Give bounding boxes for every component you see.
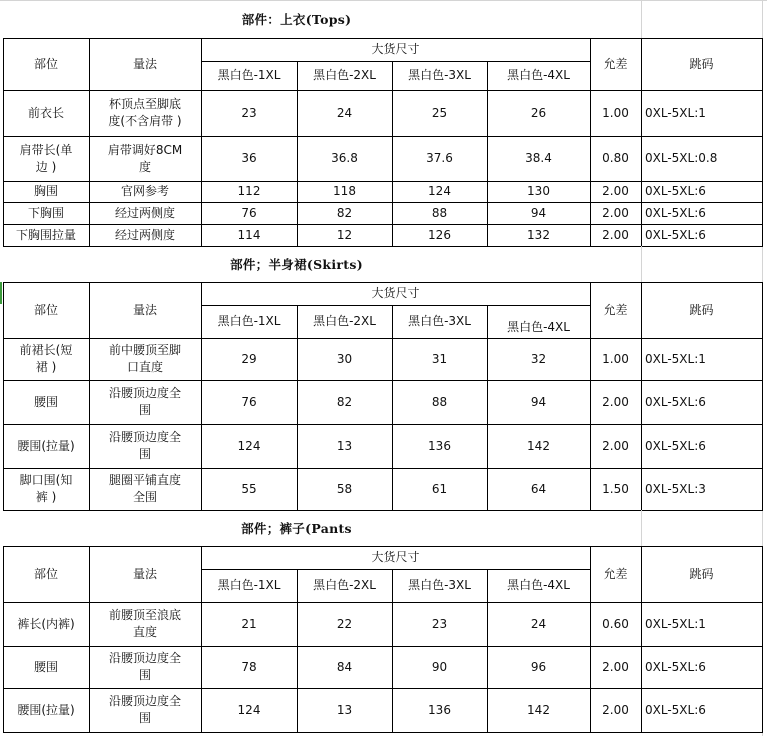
header-size-group: 大货尺寸 xyxy=(371,42,420,56)
header-grade: 跳码 xyxy=(689,56,714,71)
row-method: 官网参考 xyxy=(120,184,169,198)
row-value: 24 xyxy=(530,616,547,631)
row-value: 58 xyxy=(336,481,353,496)
row-value: 38.4 xyxy=(525,151,552,165)
row-selection-marker xyxy=(0,282,2,304)
row-method: 前腰顶至浪底 直度 xyxy=(108,608,181,639)
header-method: 量法 xyxy=(132,566,157,581)
header-method: 量法 xyxy=(132,302,157,317)
row-value: 126 xyxy=(428,227,451,242)
section-title: 部件；裤子(Pants xyxy=(241,520,352,536)
header-method: 量法 xyxy=(132,56,157,71)
row-part: 脚口围(知 裤 ) xyxy=(19,473,73,504)
row-value: 25 xyxy=(431,105,448,120)
row-value: 88 xyxy=(431,394,448,409)
header-tolerance: 允差 xyxy=(603,302,628,317)
row-value: 31 xyxy=(431,351,448,366)
row-grade: 0XL-5XL:0.8 xyxy=(645,151,718,165)
row-value: 124 xyxy=(237,438,261,453)
header-size: 黑白色-3XL xyxy=(408,314,471,328)
table-border xyxy=(3,732,763,733)
header-size: 黑白色-4XL xyxy=(507,320,570,334)
row-method: 杯顶点至脚底 度(不含肩带 ) xyxy=(108,97,182,128)
gridline xyxy=(641,246,642,282)
header-size-group: 大货尺寸 xyxy=(371,286,420,300)
row-value: 114 xyxy=(237,227,261,242)
row-tolerance: 2.00 xyxy=(602,227,629,242)
row-value: 23 xyxy=(241,105,257,120)
header-part: 部位 xyxy=(33,56,58,71)
row-method: 沿腰顶边度全 围 xyxy=(108,386,181,417)
row-grade: 0XL-5XL:6 xyxy=(645,184,706,198)
header-size: 黑白色-3XL xyxy=(408,68,471,82)
row-tolerance: 2.00 xyxy=(602,438,629,453)
row-method: 沿腰顶边度全 围 xyxy=(108,694,181,725)
row-value: 76 xyxy=(241,205,257,220)
row-value: 112 xyxy=(237,184,261,198)
row-value: 82 xyxy=(336,394,353,409)
header-size: 黑白色-2XL xyxy=(313,314,376,328)
row-grade: 0XL-5XL:6 xyxy=(645,205,706,220)
row-grade: 0XL-5XL:6 xyxy=(645,659,706,674)
row-part: 前衣长 xyxy=(27,105,64,120)
row-value: 55 xyxy=(241,481,257,496)
row-grade: 0XL-5XL:1 xyxy=(645,351,706,366)
row-part: 肩带长(单 边 ) xyxy=(19,142,73,174)
row-tolerance: 1.00 xyxy=(602,105,629,120)
row-part: 裤长(内裤) xyxy=(17,616,75,631)
row-part: 胸围 xyxy=(33,184,58,198)
header-size: 黑白色-2XL xyxy=(313,68,376,82)
row-grade: 0XL-5XL:6 xyxy=(645,702,706,717)
row-value: 130 xyxy=(527,184,550,198)
row-value: 84 xyxy=(336,659,353,674)
row-grade: 0XL-5XL:6 xyxy=(645,227,706,242)
row-value: 23 xyxy=(431,616,448,631)
row-grade: 0XL-5XL:6 xyxy=(645,438,706,453)
row-value: 124 xyxy=(237,702,261,717)
row-value: 13 xyxy=(336,702,353,717)
header-size: 黑白色-2XL xyxy=(313,578,376,592)
header-size: 黑白色-4XL xyxy=(507,68,570,82)
row-part: 腰围(拉量) xyxy=(17,702,75,717)
row-method: 经过两侧度 xyxy=(114,227,175,242)
row-value: 36 xyxy=(241,151,257,165)
header-size: 黑白色-1XL xyxy=(217,314,281,328)
section-title: 部件；半身裙(Skirts) xyxy=(230,256,363,272)
row-tolerance: 2.00 xyxy=(602,184,629,198)
row-method: 前中腰顶至脚 口直度 xyxy=(108,343,181,374)
row-value: 32 xyxy=(530,351,547,366)
row-value: 22 xyxy=(336,616,353,631)
row-value: 78 xyxy=(241,659,257,674)
row-value: 26 xyxy=(530,105,547,120)
header-grade: 跳码 xyxy=(689,302,714,317)
table-border xyxy=(762,38,763,247)
row-value: 136 xyxy=(428,438,451,453)
row-method: 沿腰顶边度全 围 xyxy=(108,430,181,461)
gridline xyxy=(641,510,642,546)
row-grade: 0XL-5XL:1 xyxy=(645,105,706,120)
row-part: 腰围 xyxy=(33,394,58,409)
header-tolerance: 允差 xyxy=(603,566,628,581)
header-part: 部位 xyxy=(33,566,58,581)
row-value: 82 xyxy=(336,205,353,220)
row-value: 142 xyxy=(527,702,550,717)
row-value: 90 xyxy=(431,659,448,674)
row-grade: 0XL-5XL:6 xyxy=(645,394,706,409)
row-part: 腰围(拉量) xyxy=(17,438,75,453)
row-value: 29 xyxy=(241,351,257,366)
row-value: 36.8 xyxy=(331,151,358,165)
header-size: 黑白色-1XL xyxy=(217,68,281,82)
row-tolerance: 0.80 xyxy=(602,151,629,165)
row-value: 12 xyxy=(336,227,353,242)
row-tolerance: 1.50 xyxy=(602,481,629,496)
row-value: 76 xyxy=(241,394,257,409)
row-value: 24 xyxy=(336,105,353,120)
row-part: 前裙长(短 裙 ) xyxy=(19,343,73,374)
row-part: 腰围 xyxy=(33,659,58,674)
row-value: 142 xyxy=(527,438,550,453)
row-value: 88 xyxy=(431,205,448,220)
table-border xyxy=(762,282,763,511)
row-value: 124 xyxy=(428,184,451,198)
section-title: 部件：上衣(Tops) xyxy=(241,11,352,27)
row-value: 96 xyxy=(530,659,547,674)
gridline xyxy=(641,0,642,38)
row-method: 经过两侧度 xyxy=(114,205,175,220)
row-part: 下胸围拉量 xyxy=(15,227,76,242)
header-tolerance: 允差 xyxy=(603,56,628,71)
header-size: 黑白色-3XL xyxy=(408,578,471,592)
row-value: 64 xyxy=(530,481,547,496)
row-method: 肩带调好8CM 度 xyxy=(107,142,183,174)
header-size: 黑白色-1XL xyxy=(217,578,281,592)
row-value: 13 xyxy=(336,438,353,453)
row-grade: 0XL-5XL:3 xyxy=(645,481,706,496)
row-method: 沿腰顶边度全 围 xyxy=(108,651,181,682)
row-value: 94 xyxy=(530,394,547,409)
table-border xyxy=(762,546,763,733)
row-part: 下胸围 xyxy=(27,205,64,220)
row-grade: 0XL-5XL:1 xyxy=(645,616,706,631)
row-value: 118 xyxy=(333,184,356,198)
row-tolerance: 2.00 xyxy=(602,659,629,674)
row-value: 94 xyxy=(530,205,547,220)
header-part: 部位 xyxy=(33,302,58,317)
row-tolerance: 1.00 xyxy=(602,351,629,366)
row-value: 136 xyxy=(428,702,451,717)
header-size: 黑白色-4XL xyxy=(507,578,570,592)
row-value: 30 xyxy=(336,351,353,366)
row-value: 37.6 xyxy=(426,151,453,165)
row-value: 132 xyxy=(527,227,550,242)
row-tolerance: 2.00 xyxy=(602,394,629,409)
row-tolerance: 2.00 xyxy=(602,205,629,220)
header-size-group: 大货尺寸 xyxy=(371,550,420,564)
row-method: 腿圈平铺直度 全围 xyxy=(108,473,181,504)
header-grade: 跳码 xyxy=(689,566,714,581)
row-tolerance: 0.60 xyxy=(602,616,629,631)
row-value: 21 xyxy=(241,616,257,631)
row-tolerance: 2.00 xyxy=(602,702,629,717)
row-value: 61 xyxy=(431,481,448,496)
